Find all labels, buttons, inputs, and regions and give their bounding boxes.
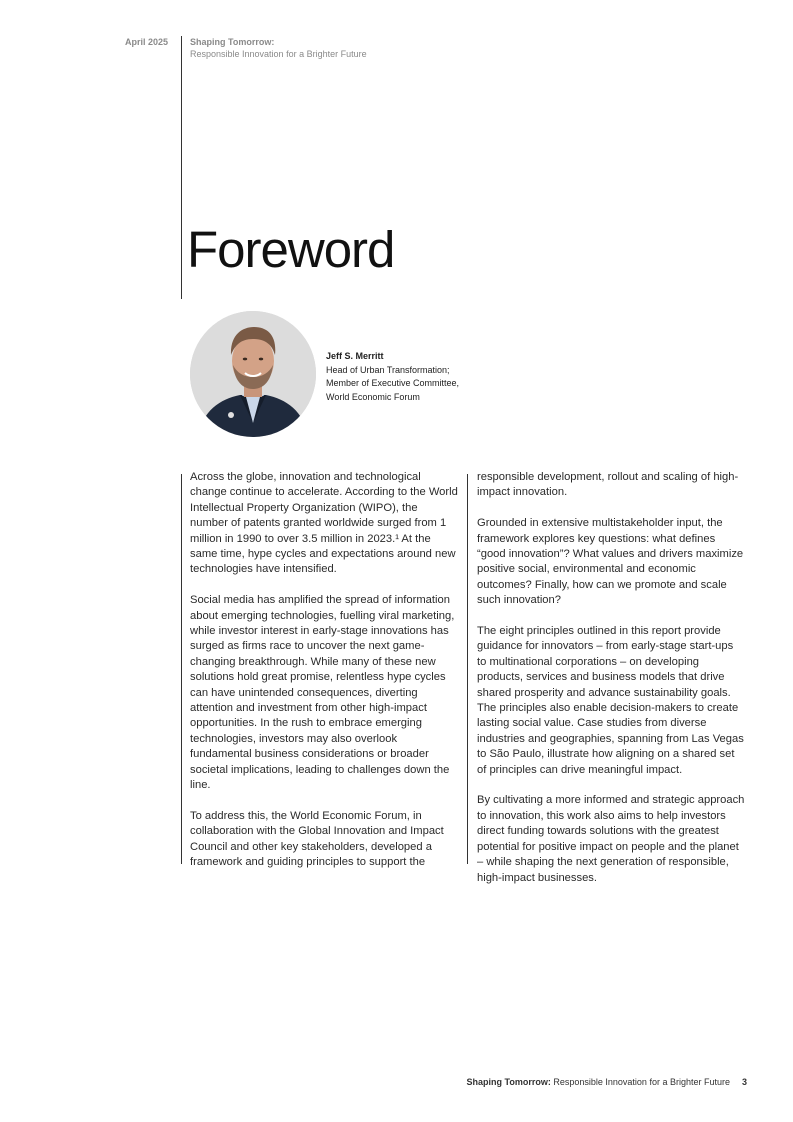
column-right-divider bbox=[467, 474, 468, 864]
body-paragraph: Across the globe, innovation and technological change continue to accelerate. According to the World Intellectual Property Organization (WIPO), the number of patents granted worldwide surged from 1 million in 1990 to over 3.5 million in 2023.¹ At the same time, hype cycles and expectations around new technologies have intensified. bbox=[190, 471, 458, 576]
body-paragraph: To address this, the World Economic Forum, in collaboration with the Global Innovation and Impact Council and other key stakeholders, developed a framework and guiding principles to support the bbox=[190, 809, 444, 869]
footer-title-rest: Responsible Innovation for a Brighter Future bbox=[550, 1077, 730, 1087]
body-paragraph: responsible development, rollout and scaling of high-impact innovation. bbox=[477, 471, 739, 499]
body-paragraph: The eight principles outlined in this report provide guidance for innovators – from early-stage start-ups to multinational corporations – on developing products, services and business models that drive shared prosperity and advance sustainability goals. The principles also enable decision-makers to create lasting social value. Case studies from diverse industries and geographies, spanning from Las Vegas to São Paulo, illustrate how aligning on a shared set of principles can drive meaningful impact. bbox=[477, 625, 744, 776]
header-subtitle: Responsible Innovation for a Brighter Future bbox=[190, 49, 367, 59]
body-column-left bbox=[190, 470, 458, 871]
column-left-divider bbox=[181, 474, 182, 864]
body-paragraph: By cultivating a more informed and strategic approach to innovation, this work also aims to help investors direct funding towards solutions with the greatest potential for positive impact on people and the planet – while shaping the next generation of responsible, high-impact businesses. bbox=[477, 794, 745, 884]
header-title: Shaping Tomorrow: bbox=[190, 37, 275, 47]
page-footer bbox=[467, 1077, 747, 1087]
footer-title-bold: Shaping Tomorrow: bbox=[466, 1077, 551, 1087]
body-paragraph: Grounded in extensive multistakeholder input, the framework explores key questions: what defines “good innovation”? What values and drivers maximize positive social, environmental and economic outcomes? Finally, how can we promote and scale such innovation? bbox=[477, 517, 744, 607]
header-date: April 2025 bbox=[125, 37, 169, 47]
author-role-line: Head of Urban Transformation; bbox=[326, 364, 450, 375]
page-number: 3 bbox=[741, 1077, 747, 1087]
author-name: Jeff S. Merritt bbox=[326, 351, 384, 361]
author-role-line: World Economic Forum bbox=[326, 391, 420, 402]
author-portrait-image bbox=[190, 311, 316, 437]
body-paragraph: Social media has amplified the spread of information about emerging technologies, fuelling viral marketing, while investor interest in early-stage innovations has surged as firms race to uncover the next game-changing breakthrough. While many of these new solutions hold great promise, relentless hype cycles can have unintended consequences, diverting attention and investment from other high-impact opportunities. In the rush to embrace emerging technologies, investors may also overlook fundamental business considerations or broader societal implications, leading to challenges down the line. bbox=[190, 594, 455, 792]
author-portrait bbox=[190, 311, 316, 437]
page-title: Foreword bbox=[187, 221, 395, 278]
author-role-line: Member of Executive Committee, bbox=[326, 378, 460, 388]
body-column-right bbox=[477, 470, 745, 886]
header-divider-line bbox=[181, 36, 182, 299]
author-block bbox=[326, 350, 459, 404]
